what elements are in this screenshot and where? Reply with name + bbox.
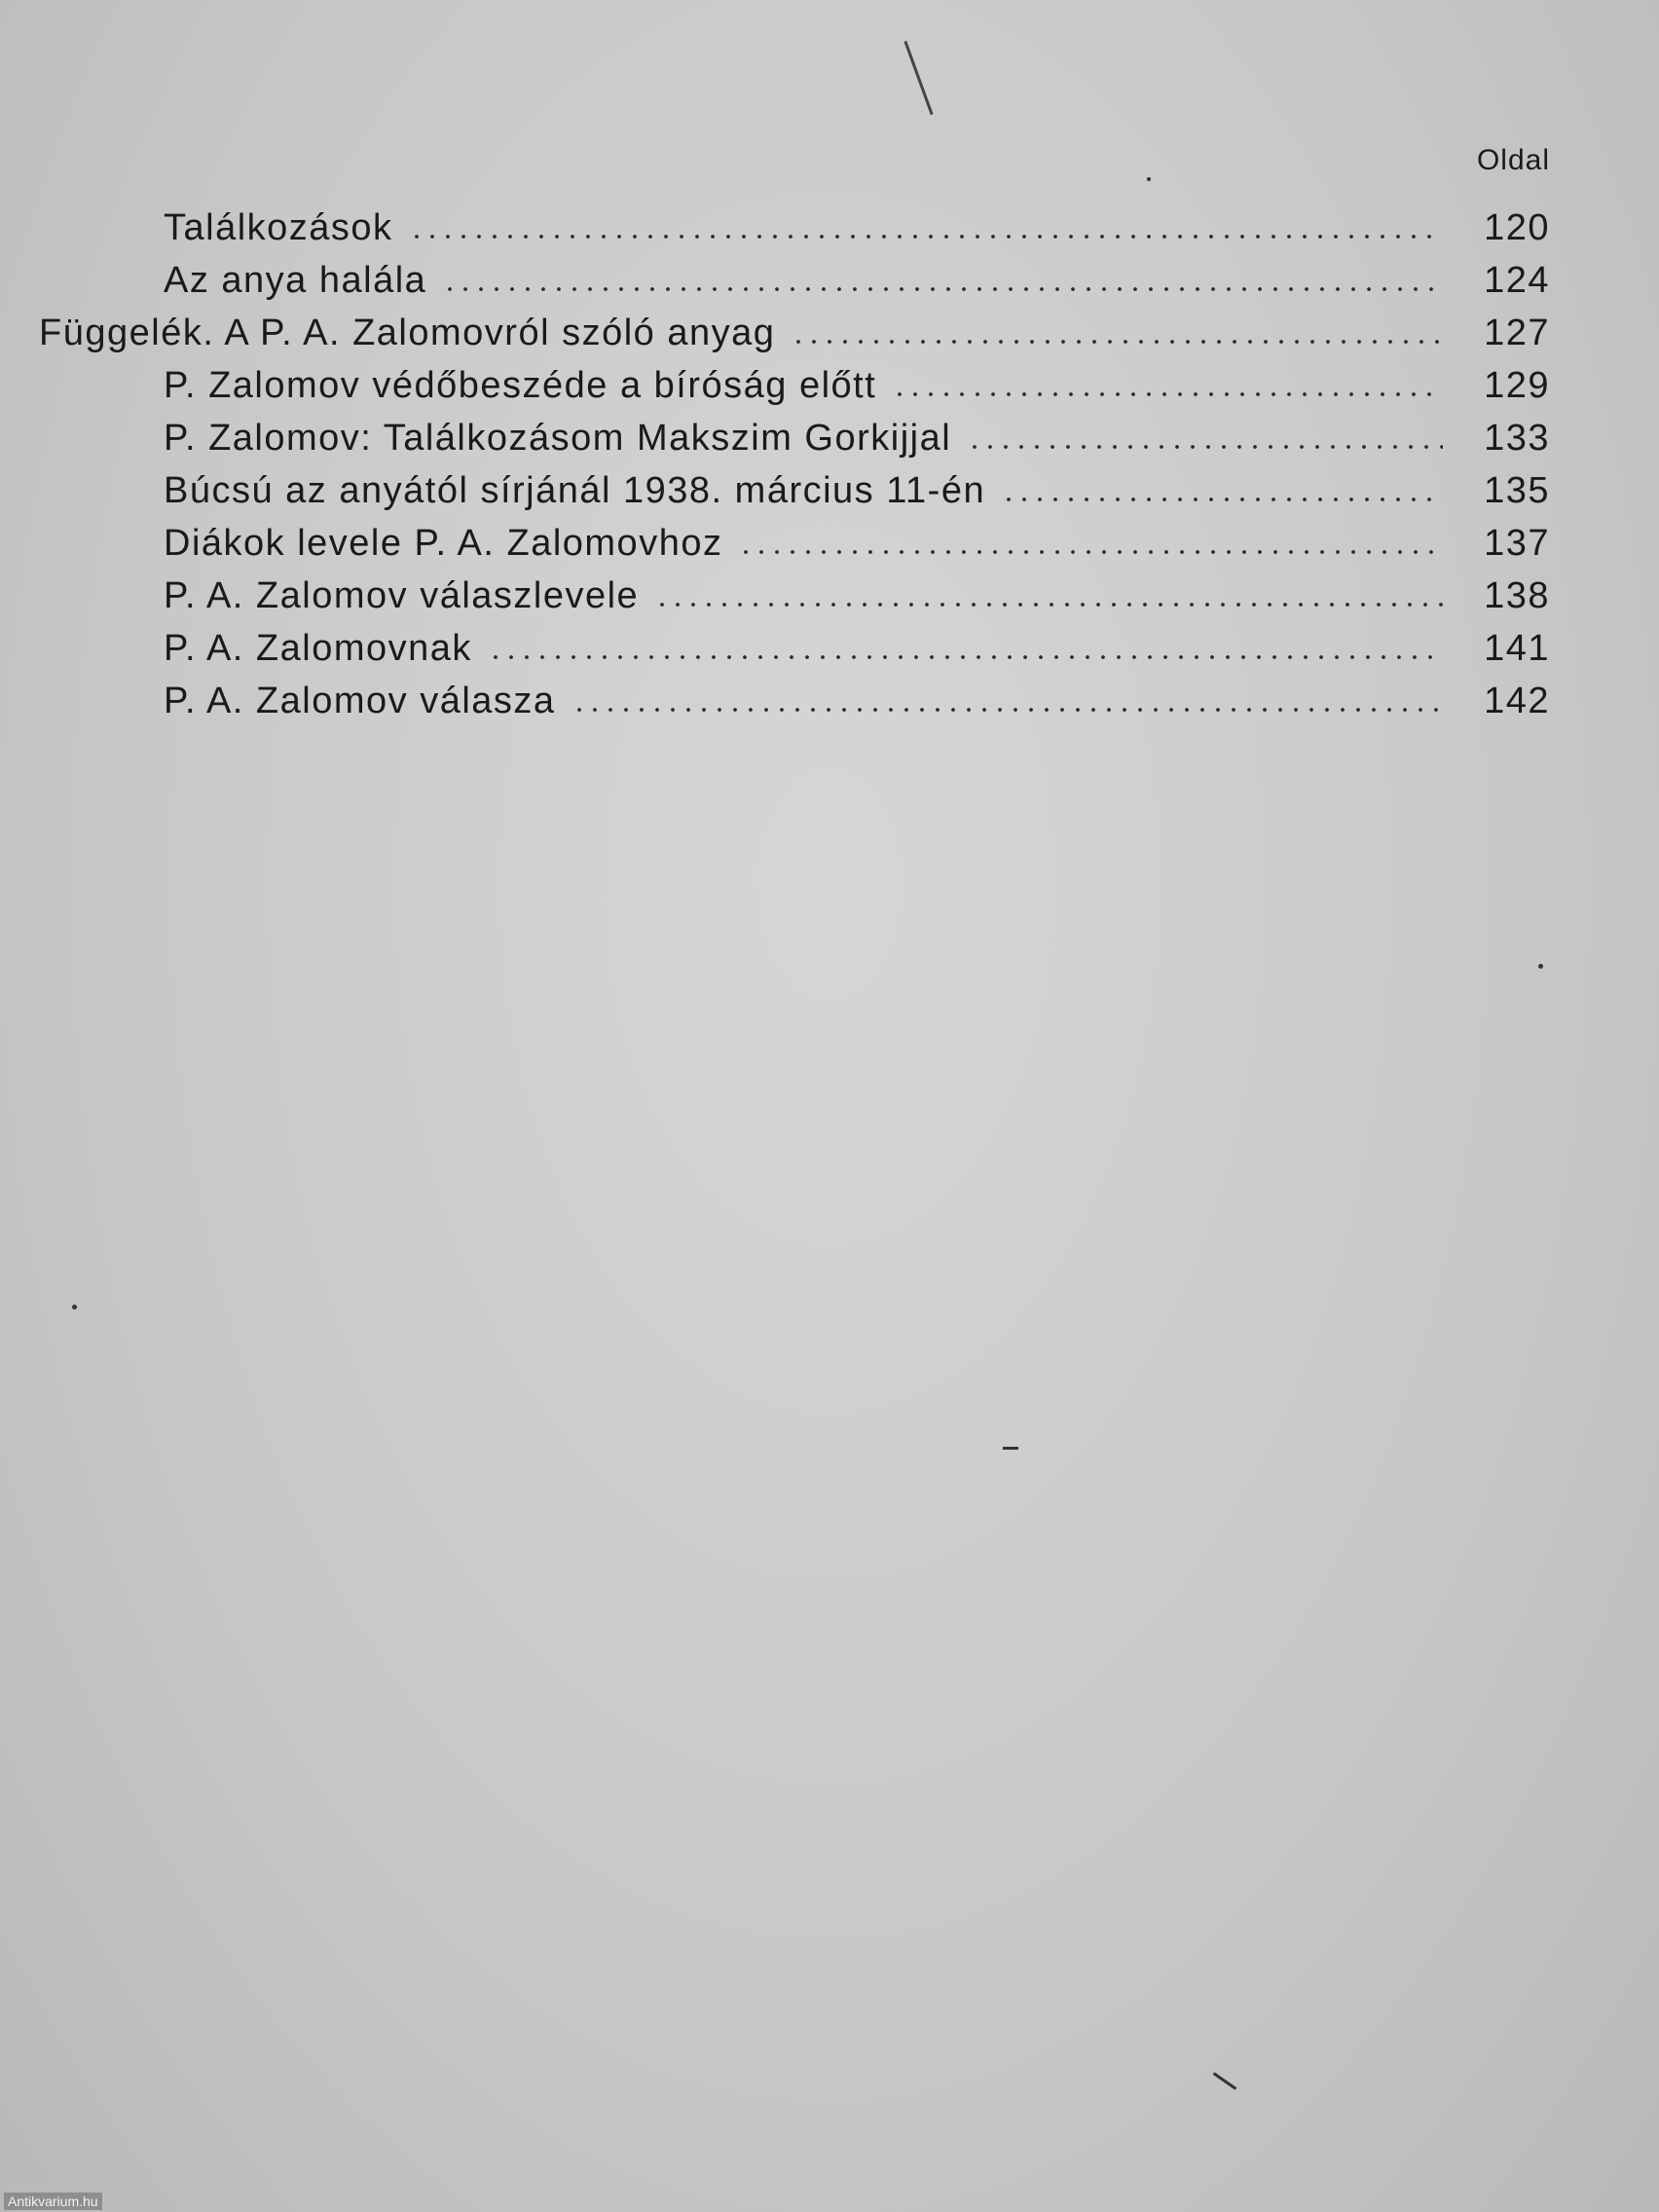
dot-leader: [488, 654, 1443, 660]
toc-entry: [39, 249, 1550, 302]
dot-leader: [791, 339, 1443, 345]
toc-entry-title: Az anya halála: [164, 260, 427, 301]
table-of-contents: [39, 197, 1550, 722]
toc-entry-page: 142: [1484, 681, 1550, 721]
toc-entry-title: Függelék. A P. A. Zalomovról szóló anyag: [39, 313, 776, 353]
dot-leader: [1001, 497, 1443, 502]
toc-entry-page: 133: [1484, 418, 1550, 459]
toc-entry-page: 124: [1484, 260, 1550, 301]
paper-speck: [72, 1305, 77, 1309]
toc-entry-page: 127: [1484, 313, 1550, 353]
toc-entry-title: P. Zalomov védőbeszéde a bíróság előtt: [164, 365, 877, 406]
toc-entry-page: 135: [1484, 470, 1550, 511]
toc-entry-page: 137: [1484, 523, 1550, 564]
toc-entry-title: P. A. Zalomovnak: [164, 628, 472, 669]
dot-leader: [738, 549, 1443, 555]
toc-entry: [39, 407, 1550, 460]
toc-entry-title: P. A. Zalomov válasza: [164, 681, 556, 721]
paper-speck: [1003, 1447, 1018, 1450]
paper-speck: [1147, 177, 1151, 181]
toc-entry: [39, 354, 1550, 407]
watermark: Antikvarium.hu: [4, 2193, 102, 2210]
dot-leader: [571, 707, 1443, 713]
toc-entry: [39, 197, 1550, 249]
page-column-label: Oldal: [1476, 144, 1550, 176]
dot-leader: [409, 234, 1443, 240]
toc-entry: [39, 512, 1550, 565]
toc-entry-title: P. A. Zalomov válaszlevele: [164, 575, 640, 616]
toc-entry: [39, 565, 1550, 617]
toc-entry-page: 141: [1484, 628, 1550, 669]
paper-speck: [1538, 964, 1543, 969]
toc-entry: [39, 670, 1550, 722]
toc-entry-page: 129: [1484, 365, 1550, 406]
toc-entry-page: 120: [1484, 207, 1550, 248]
paper-speck: [1213, 2072, 1237, 2090]
toc-entry-page: 138: [1484, 575, 1550, 616]
toc-entry-title: Búcsú az anyától sírjánál 1938. március 11-én: [164, 470, 986, 511]
toc-entry: [39, 617, 1550, 670]
toc-entry: [39, 302, 1550, 354]
toc-entry-title: Találkozások: [164, 207, 393, 248]
dot-leader: [892, 391, 1443, 397]
toc-entry: [39, 460, 1550, 512]
dot-leader: [442, 286, 1443, 292]
dot-leader: [967, 444, 1443, 450]
toc-entry-title: P. Zalomov: Találkozásom Makszim Gorkijjal: [164, 418, 952, 459]
paper-speck: [903, 41, 933, 115]
toc-entry-title: Diákok levele P. A. Zalomovhoz: [164, 523, 723, 564]
dot-leader: [654, 602, 1443, 608]
